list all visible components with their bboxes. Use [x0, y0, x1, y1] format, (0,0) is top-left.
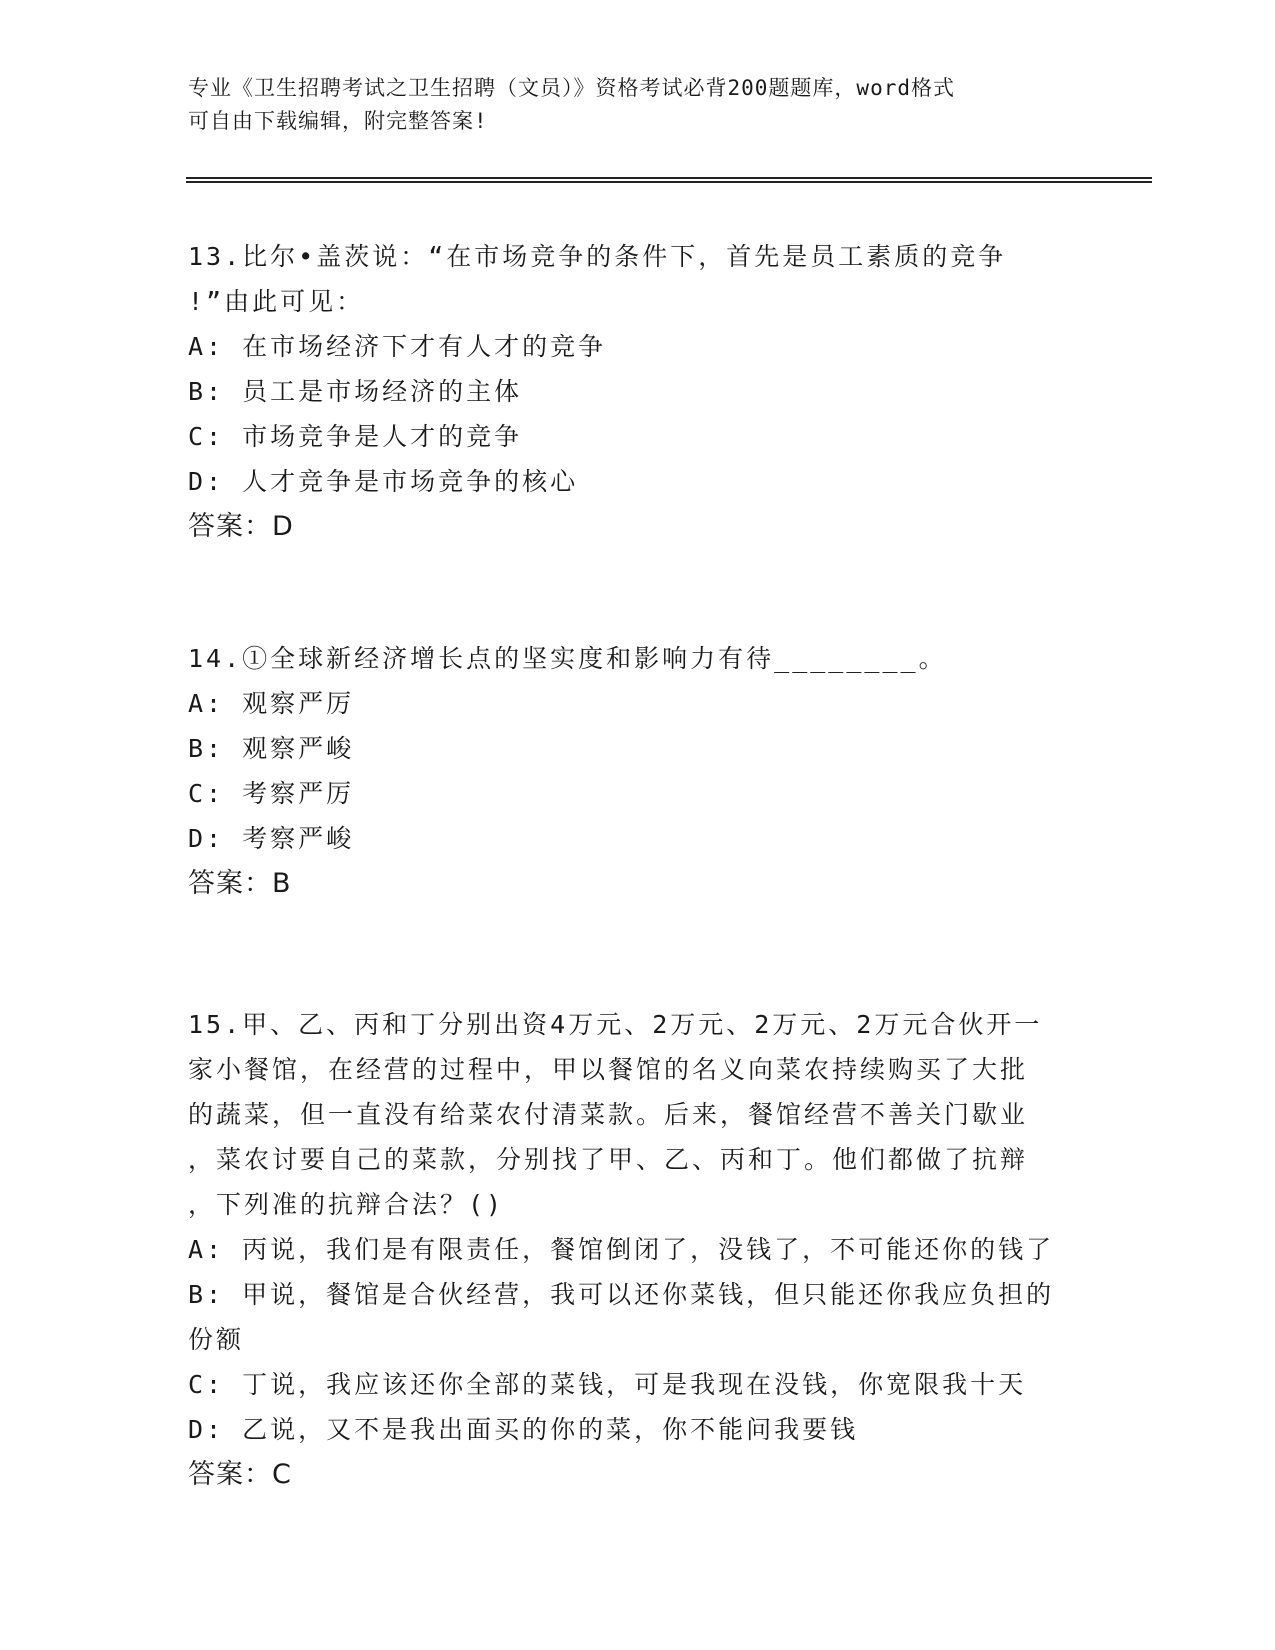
question-text-line: !”由此可见：	[188, 287, 365, 316]
header-divider-top	[186, 177, 1152, 179]
option-a: A: 观察严厉	[188, 689, 355, 718]
document-header	[188, 72, 1088, 138]
option-b: B: 员工是市场经济的主体	[188, 377, 523, 406]
question-spacer	[188, 907, 1108, 1002]
question-text-line: ，菜农讨要自己的菜款，分别找了甲、乙、丙和丁。他们都做了抗辩	[188, 1145, 1029, 1174]
question-text-line: 15.甲、乙、丙和丁分别出资4万元、2万元、2万元、2万元合伙开一	[188, 1010, 1043, 1039]
header-line-2: 可自由下载编辑，附完整答案!	[188, 109, 488, 133]
header-divider-bottom	[186, 181, 1152, 183]
option-c: C: 考察严厉	[188, 779, 355, 808]
question-list	[188, 234, 1108, 1498]
question-text-line: ，下列准的抗辩合法？()	[188, 1190, 505, 1219]
option-d: D: 人才竞争是市场竞争的核心	[188, 467, 579, 496]
option-b: B: 甲说，餐馆是合伙经营，我可以还你菜钱，但只能还你我应负担的	[188, 1280, 1055, 1309]
option-b: B: 观察严峻	[188, 734, 355, 763]
option-a: A: 丙说，我们是有限责任，餐馆倒闭了，没钱了，不可能还你的钱了	[188, 1235, 1055, 1264]
question-text-line: 14.①全球新经济增长点的坚实度和影响力有待________。	[188, 644, 947, 673]
option-d: D: 乙说，又不是我出面买的你的菜，你不能问我要钱	[188, 1415, 859, 1444]
question-text-line: 13.比尔•盖茨说：“在市场竞争的条件下，首先是员工素质的竞争	[188, 242, 1007, 271]
question-15	[188, 1002, 1108, 1498]
question-13	[188, 234, 1108, 550]
question-text-line: 的蔬菜，但一直没有给菜农付清菜款。后来，餐馆经营不善关门歇业	[188, 1100, 1029, 1129]
answer-line: 答案：D	[188, 511, 294, 542]
header-line-1: 专业《卫生招聘考试之卫生招聘（文员）》资格考试必背200题题库，word格式	[188, 76, 955, 100]
option-c: C: 丁说，我应该还你全部的菜钱，可是我现在没钱，你宽限我十天	[188, 1370, 1027, 1399]
question-text-line: 家小餐馆，在经营的过程中，甲以餐馆的名义向菜农持续购买了大批	[188, 1055, 1029, 1084]
question-14	[188, 636, 1108, 907]
answer-line: 答案：B	[188, 868, 292, 899]
question-spacer	[188, 550, 1108, 636]
option-d: D: 考察严峻	[188, 824, 355, 853]
option-c: C: 市场竞争是人才的竞争	[188, 422, 523, 451]
option-a: A: 在市场经济下才有人才的竞争	[188, 332, 607, 361]
option-b-continued: 份额	[188, 1325, 245, 1354]
answer-line: 答案：C	[188, 1459, 292, 1490]
